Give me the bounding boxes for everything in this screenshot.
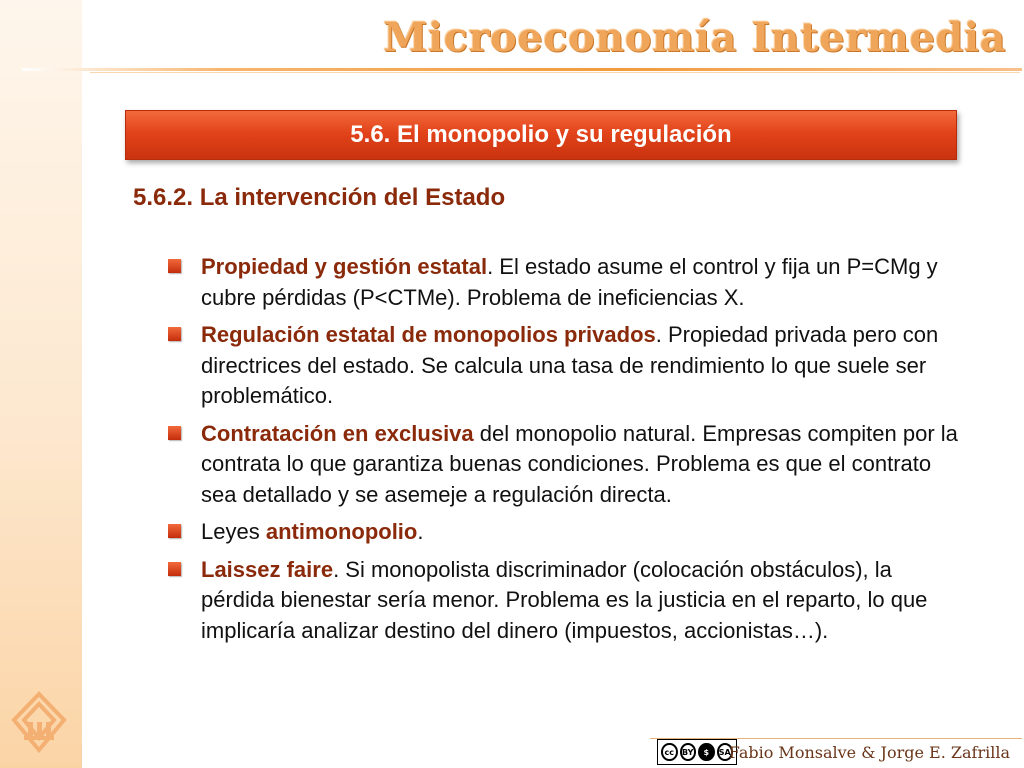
square-bullet-icon: [168, 524, 181, 538]
left-decorative-band: [0, 0, 82, 768]
share-alike-icon: SA: [717, 743, 734, 761]
attribution-icon: BY: [680, 743, 697, 761]
bullet-item: [168, 320, 968, 412]
bullet-keyword: Laissez faire: [201, 556, 334, 582]
bullet-text: . El estado asume el control y fija un P=CMg y cubre pérdidas (P<CTMe). Problema de ineficiencias X.: [201, 254, 938, 310]
creative-commons-license-badge[interactable]: [657, 739, 737, 765]
square-bullet-icon: [168, 426, 181, 440]
section-title-banner: [125, 110, 957, 160]
square-bullet-icon: [168, 562, 181, 576]
bullet-text: . Propiedad privada pero con directrices del estado. Se calcula una tasa de rendimiento lo que suele ser problemático.: [201, 322, 939, 408]
bullet-item: [168, 419, 968, 511]
square-bullet-icon: [168, 327, 181, 341]
footer-authors: Fabio Monsalve & Jorge E. Zafrilla: [728, 743, 1010, 762]
cc-icon: cc: [661, 743, 678, 761]
bullet-text: .: [417, 519, 424, 544]
bullet-item: [168, 252, 968, 313]
bullet-text: del monopolio natural. Empresas compiten por la contrata lo que garantiza buenas condiciones. Problema es que el contrato sea detallado y se asemeje a regulación directa.: [201, 420, 958, 507]
subsection-title: 5.6.2. La intervención del Estado: [133, 184, 506, 211]
header-divider: [22, 68, 1022, 71]
bullet-keyword: Propiedad y gestión estatal: [201, 254, 488, 279]
header-divider-thin: [90, 72, 1020, 73]
course-title: Microeconomía Intermedia: [383, 14, 1006, 61]
section-title: 5.6. El monopolio y su regulación: [350, 121, 732, 148]
bullet-item: [168, 555, 968, 647]
noncommercial-icon: $: [698, 743, 715, 761]
bullet-item: [168, 517, 968, 548]
square-bullet-icon: [168, 259, 181, 273]
bullet-prefix: Leyes: [201, 519, 266, 544]
bullet-keyword: Regulación estatal de monopolios privados: [201, 322, 656, 347]
university-logo-icon: [8, 690, 70, 758]
bullet-keyword: Contratación en exclusiva: [201, 420, 474, 446]
bullet-keyword: antimonopolio: [265, 519, 418, 544]
bullet-list: [168, 252, 968, 653]
bullet-text: . Si monopolista discriminador (colocación obstáculos), la pérdida bienestar sería menor. Problema es la justicia en el reparto, lo que implicaría analizar destino del dinero (impuestos, accionistas…).: [201, 556, 928, 643]
